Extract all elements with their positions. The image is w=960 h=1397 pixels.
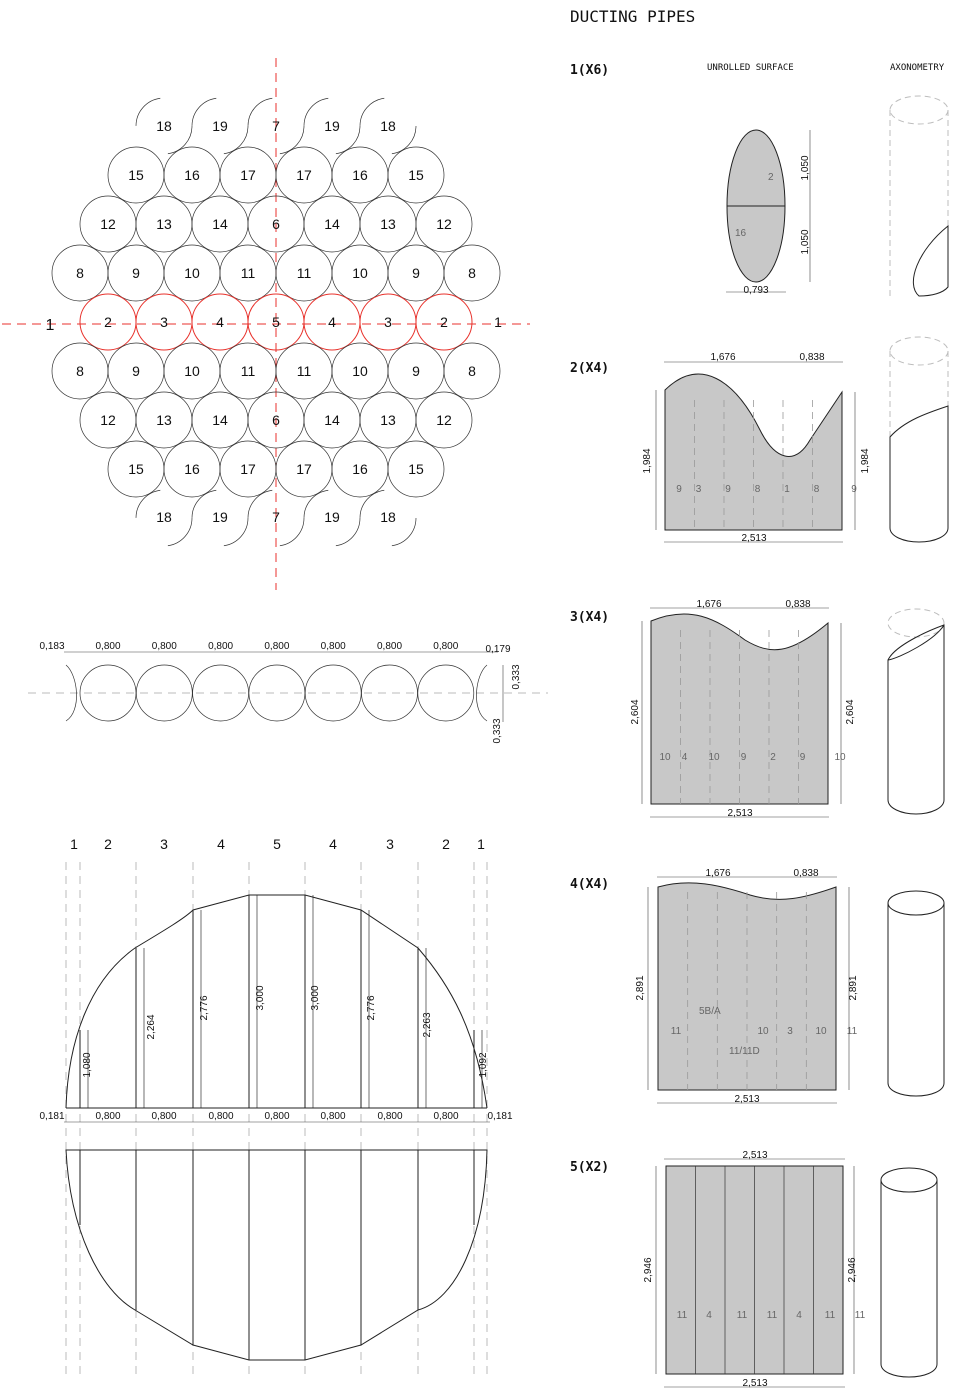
elevation-width-label: 0,800 xyxy=(151,1111,177,1122)
seam-label: 11 xyxy=(736,1310,748,1321)
elevation-column-label: 3 xyxy=(160,836,168,852)
seam-label: 10 xyxy=(659,752,671,763)
pipe-1-label: 1(X6) xyxy=(570,63,610,78)
pipe-4-top2: 0,838 xyxy=(793,868,819,879)
strip-label: 0,800 xyxy=(95,641,121,652)
grid-cell-label: 15 xyxy=(408,167,424,183)
grid-cell-label: 3 xyxy=(160,314,168,330)
pipe-4-height-right: 2,891 xyxy=(848,975,859,1001)
elevation-column-label: 2 xyxy=(442,836,450,852)
elevation-column-label: 3 xyxy=(386,836,394,852)
seam-label: 4 xyxy=(706,1310,712,1321)
grid-plan xyxy=(2,58,530,590)
seam-label: 5B/A xyxy=(699,1006,721,1017)
grid-cell-label: 8 xyxy=(468,265,476,281)
pipe-1-h2: 1,050 xyxy=(800,229,811,255)
grid-cell-label: 13 xyxy=(380,412,396,428)
elevation-column-label: 2 xyxy=(104,836,112,852)
seam-label: 4 xyxy=(681,752,688,763)
elevation-outline xyxy=(66,895,487,1108)
grid-bottom-label: 7 xyxy=(272,509,280,525)
pipe-5-axo-body xyxy=(881,1180,937,1377)
pipe-5-axo-top xyxy=(881,1168,937,1192)
strip-label: 0,800 xyxy=(208,641,234,652)
pipe-4-top1: 1,676 xyxy=(705,868,731,879)
grid-cell-label: 3 xyxy=(384,314,392,330)
grid-cell-label: 15 xyxy=(128,167,144,183)
pipe-5-label: 5(X2) xyxy=(570,1160,610,1175)
elevation xyxy=(39,836,512,1380)
pipe-2-height-left: 1,984 xyxy=(642,448,653,474)
grid-cell-label: 12 xyxy=(436,412,452,428)
pipe-3-label: 3(X4) xyxy=(570,610,610,625)
section-outline xyxy=(66,1150,487,1360)
header-unrolled-surface: UNROLLED SURFACE xyxy=(707,63,794,73)
seam-label: 10 xyxy=(757,1026,769,1037)
strip-label: 0,800 xyxy=(320,641,346,652)
elevation-width-label: 0,800 xyxy=(208,1111,234,1122)
seam-label: 4 xyxy=(796,1310,802,1321)
grid-cell-label: 11 xyxy=(240,363,256,379)
seam-label: 11 xyxy=(670,1026,682,1037)
grid-cell-label: 8 xyxy=(76,363,84,379)
seam-label: 3 xyxy=(787,1026,793,1037)
grid-cell-label: 16 xyxy=(184,167,200,183)
pipe-2 xyxy=(570,337,948,544)
grid-cell-label: 4 xyxy=(328,314,336,330)
pipe-4-height-left: 2,891 xyxy=(635,975,646,1001)
grid-cell-label: 9 xyxy=(412,265,420,281)
pipe-4-axo-body xyxy=(888,903,944,1096)
seam-label: 11 xyxy=(766,1310,778,1321)
elevation-column-label: 4 xyxy=(329,836,337,852)
pipe-1-width: 0,793 xyxy=(743,285,769,296)
pipe-5-height-left: 2,946 xyxy=(643,1257,654,1283)
grid-cell-label: 10 xyxy=(184,265,200,281)
pipe-3-axo-top xyxy=(888,609,944,637)
seam-label: 11 xyxy=(846,1026,858,1037)
pipe-1-axo-top xyxy=(890,96,948,124)
pipe-3 xyxy=(570,599,944,819)
grid-cell-label: 10 xyxy=(352,363,368,379)
grid-cell-label: 11 xyxy=(296,363,312,379)
grid-cell-label: 17 xyxy=(240,461,256,477)
spacing-strip xyxy=(28,641,548,744)
elevation-height-label: 2,776 xyxy=(199,995,210,1021)
pipe-1 xyxy=(570,63,948,296)
pipe-2-top1: 1,676 xyxy=(710,352,736,363)
grid-cell-label: 13 xyxy=(380,216,396,232)
seam-label: 9 xyxy=(725,484,731,495)
pipe-3-width: 2,513 xyxy=(727,808,753,819)
grid-cell-label: 11 xyxy=(240,265,256,281)
grid-cell-label: 14 xyxy=(324,216,340,232)
grid-cell-label: 16 xyxy=(184,461,200,477)
seam-label: 11 xyxy=(854,1310,866,1321)
elevation-height-label: 2,263 xyxy=(422,1012,433,1038)
grid-bottom-label: 18 xyxy=(156,509,172,525)
pipe-2-height-right: 1,984 xyxy=(860,448,871,474)
page-title: DUCTING PIPES xyxy=(570,7,696,26)
grid-cell-label: 17 xyxy=(240,167,256,183)
seam-label: 10 xyxy=(815,1026,827,1037)
seam-label: 9 xyxy=(676,484,682,495)
pipe-2-width: 2,513 xyxy=(741,533,767,544)
grid-cell-label: 9 xyxy=(132,363,140,379)
strip-label: 0,800 xyxy=(376,641,403,652)
grid-cell-label: 6 xyxy=(272,216,280,232)
seam-label: 2 xyxy=(770,752,776,763)
grid-top-label: 19 xyxy=(324,118,340,134)
pipe-2-label: 2(X4) xyxy=(570,361,610,376)
pipe-4-axo-top xyxy=(888,891,944,915)
section-lines xyxy=(80,1150,474,1360)
grid-bottom-label: 18 xyxy=(380,509,396,525)
strip-label: 0,183 xyxy=(39,641,65,652)
grid-cell-label: 11 xyxy=(296,265,312,281)
pipe-2-axo-piece xyxy=(890,406,948,542)
elevation-column-label: 1 xyxy=(70,836,78,852)
seam-label: 9 xyxy=(799,752,806,763)
elevation-width-label: 0,800 xyxy=(320,1111,346,1122)
grid-cell-label: 15 xyxy=(408,461,424,477)
grid-cell-label: 8 xyxy=(468,363,476,379)
grid-cell-label: 9 xyxy=(132,265,140,281)
grid-cell-label: 17 xyxy=(296,167,312,183)
seam-label: 1 xyxy=(784,484,790,495)
elevation-width-label: 0,800 xyxy=(377,1111,403,1122)
seam-label: 9 xyxy=(851,484,857,495)
grid-cell-label: 14 xyxy=(324,412,340,428)
seam-label: 3 xyxy=(695,484,702,495)
grid-cell-label: 16 xyxy=(352,461,368,477)
grid-bottom-label: 19 xyxy=(212,509,228,525)
strip-label: 0,800 xyxy=(264,641,290,652)
grid-cell-label: 10 xyxy=(352,265,368,281)
pipe-1-seam-2: 2 xyxy=(768,172,774,183)
elevation-column-label: 4 xyxy=(217,836,225,852)
grid-cell-label: 2 xyxy=(440,314,448,330)
seam-label: 11/11D xyxy=(729,1046,760,1057)
grid-top-label: 19 xyxy=(212,118,228,134)
pipe-5-width: 2,513 xyxy=(742,1378,768,1389)
seam-label: 8 xyxy=(813,484,820,495)
seam-label: 11 xyxy=(676,1310,688,1321)
elevation-height-label: 3,000 xyxy=(255,985,266,1011)
pipe-4 xyxy=(570,868,944,1105)
pipe-4-width: 2,513 xyxy=(734,1094,760,1105)
strip-label: 0,179 xyxy=(485,644,511,655)
elevation-height-label: 2,776 xyxy=(366,995,377,1021)
seam-label: 11 xyxy=(824,1310,836,1321)
grid-cell-label: 8 xyxy=(76,265,84,281)
elevation-height-label: 3,000 xyxy=(310,985,321,1011)
grid-top-label: 18 xyxy=(380,118,396,134)
grid-cell-label: 10 xyxy=(184,363,200,379)
pipe-5 xyxy=(570,1150,937,1389)
grid-cell-label: 4 xyxy=(216,314,224,330)
grid-cell-label: 12 xyxy=(100,412,116,428)
grid-cell-label: 16 xyxy=(352,167,368,183)
seam-label: 8 xyxy=(754,484,761,495)
header-axonometry: AXONOMETRY xyxy=(890,63,945,73)
pipe-3-top1: 1,676 xyxy=(696,599,722,610)
axis-label-left: 1 xyxy=(45,317,55,334)
grid-cell-label: 13 xyxy=(156,412,172,428)
pipe-1-axo-piece xyxy=(913,226,948,296)
pipe-1-h1: 1,050 xyxy=(800,155,811,181)
elevation-height-label: 1,080 xyxy=(82,1052,93,1078)
pipe-2-axo-top xyxy=(890,337,948,365)
strip-label: 0,800 xyxy=(433,641,459,652)
pipe-4-label: 4(X4) xyxy=(570,877,610,892)
elevation-width-label: 0,181 xyxy=(487,1111,513,1122)
grid-top-label: 7 xyxy=(272,118,280,134)
elevation-width-label: 0,800 xyxy=(433,1111,459,1122)
grid-bottom-label: 19 xyxy=(324,509,340,525)
pipe-3-axo-piece xyxy=(888,625,944,814)
grid-cell-label: 15 xyxy=(128,461,144,477)
elevation-column-label: 5 xyxy=(273,836,281,852)
elevation-width-label: 0,181 xyxy=(39,1111,65,1122)
grid-cell-label: 14 xyxy=(212,216,228,232)
strip-v1: 0,333 xyxy=(511,664,522,690)
seam-label: 10 xyxy=(834,752,846,763)
grid-cell-label: 14 xyxy=(212,412,228,428)
grid-cell-label: 9 xyxy=(412,363,420,379)
axis-label-right: 1 xyxy=(494,314,502,330)
elevation-width-label: 0,800 xyxy=(95,1111,121,1122)
pipe-3-axo-cut xyxy=(888,625,944,660)
grid-cell-label: 12 xyxy=(100,216,116,232)
pipe-3-top2: 0,838 xyxy=(785,599,811,610)
pipe-3-height-right: 2,604 xyxy=(845,699,856,725)
pipe-1-seam-16: 16 xyxy=(735,228,747,239)
pipe-2-top2: 0,838 xyxy=(799,352,825,363)
elevation-height-label: 2,264 xyxy=(146,1014,157,1040)
seam-label: 9 xyxy=(740,752,747,763)
strip-v2: 0,333 xyxy=(492,718,503,744)
pipe-5-width-top: 2,513 xyxy=(742,1150,768,1161)
grid-cell-label: 17 xyxy=(296,461,312,477)
grid-cell-label: 6 xyxy=(272,412,280,428)
strip-label: 0,800 xyxy=(151,641,177,652)
grid-cell-label: 2 xyxy=(104,314,112,330)
grid-top-label: 18 xyxy=(156,118,172,134)
pipe-5-height-right: 2,946 xyxy=(847,1257,858,1283)
grid-cell-label: 12 xyxy=(436,216,452,232)
elevation-height-label: 1,092 xyxy=(478,1052,489,1078)
elevation-width-label: 0,800 xyxy=(264,1111,290,1122)
elevation-column-label: 1 xyxy=(477,836,485,852)
grid-cell-label: 5 xyxy=(272,314,280,330)
seam-label: 10 xyxy=(708,752,720,763)
strip-labels xyxy=(39,641,510,655)
pipe-3-height-left: 2,604 xyxy=(630,699,641,725)
grid-cell-label: 13 xyxy=(156,216,172,232)
pipe-4-surface xyxy=(658,883,836,1090)
